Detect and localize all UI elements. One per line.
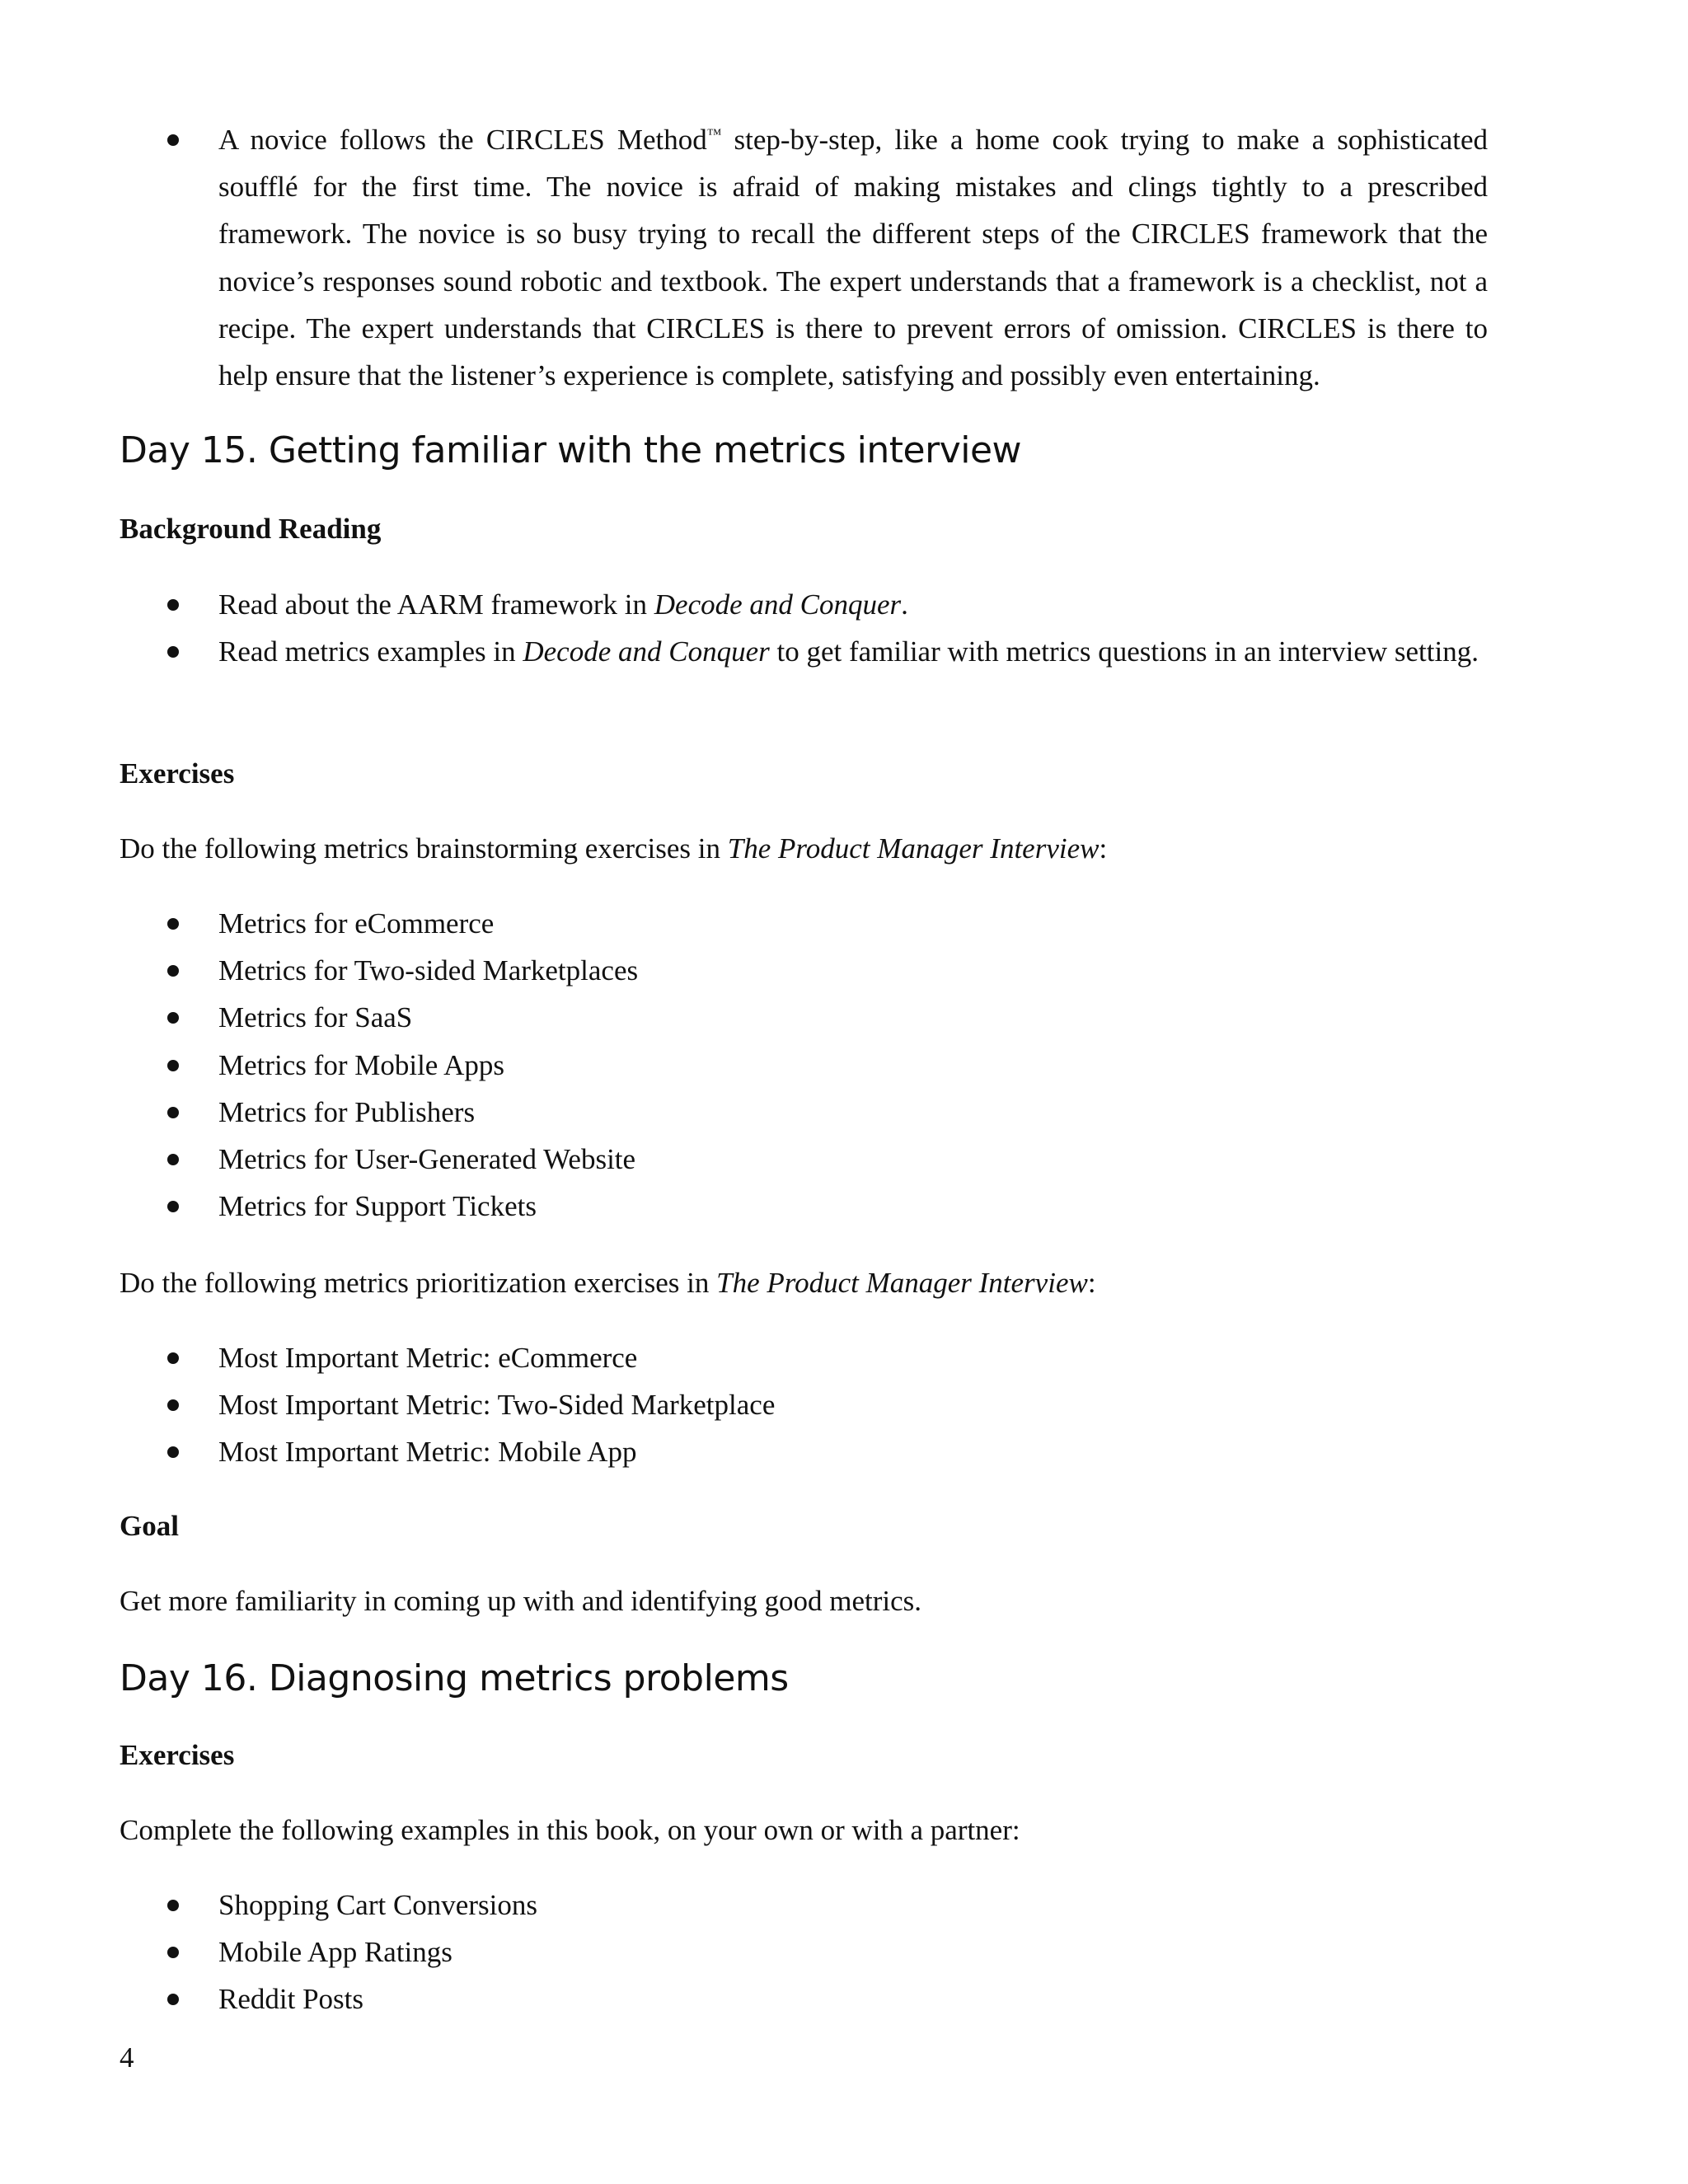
bullet-icon	[167, 1994, 179, 2005]
list-item: Most Important Metric: Two-Sided Marketplace	[120, 1381, 1488, 1428]
exercises-label-day16: Exercises	[120, 1739, 235, 1771]
bullet-icon	[167, 1446, 179, 1458]
bullet-icon	[167, 1399, 179, 1411]
bullet-icon	[167, 1352, 179, 1364]
bullet-icon	[167, 1900, 179, 1911]
goal-text: Get more familiarity in coming up with and identifying good metrics.	[120, 1585, 921, 1617]
list-item: Metrics for Mobile Apps	[120, 1042, 1488, 1089]
page-number: 4	[120, 2041, 134, 2074]
list-item: Most Important Metric: eCommerce	[120, 1334, 1488, 1381]
bullet-icon	[167, 1947, 179, 1958]
bullet-icon	[167, 1060, 179, 1071]
list-item: Metrics for User-Generated Website	[120, 1136, 1488, 1183]
intro-bullet-list	[120, 116, 1488, 399]
trademark-symbol: ™	[706, 125, 722, 143]
bullet-icon	[167, 134, 179, 146]
list-item: Metrics for Publishers	[120, 1089, 1488, 1136]
list-item: A novice follows the CIRCLES Method™ step-by-step, like a home cook trying to make a sophisticated soufflé for the first time. The novice is afraid of making mistakes and clings tightly to a prescribed framework. The novice is so busy trying to recall the different steps of the CIRCLES framework that the novice’s responses sound robotic and textbook. The expert understands that a framework is a checklist, not a recipe. The expert understands that CIRCLES is there to prevent errors of omission. CIRCLES is there to help ensure that the listener’s experience is complete, satisfying and possibly even entertaining.	[120, 116, 1488, 399]
bullet-icon	[167, 646, 179, 658]
bullet-icon	[167, 918, 179, 930]
bullet-icon	[167, 1154, 179, 1165]
list-item: Metrics for SaaS	[120, 994, 1488, 1041]
day16-examples-list	[120, 1882, 1488, 2023]
bullet-icon	[167, 1012, 179, 1024]
prioritization-list	[120, 1334, 1488, 1476]
section-heading-day15: Day 15. Getting familiar with the metrics interview	[120, 429, 1022, 471]
list-item: Read about the AARM framework in Decode and Conquer.	[120, 581, 1488, 628]
bullet-icon	[167, 1107, 179, 1118]
day16-intro: Complete the following examples in this book, on your own or with a partner:	[120, 1814, 1020, 1846]
goal-label: Goal	[120, 1510, 179, 1542]
list-item: Most Important Metric: Mobile App	[120, 1428, 1488, 1475]
section-heading-day16: Day 16. Diagnosing metrics problems	[120, 1657, 789, 1699]
bullet-icon	[167, 1201, 179, 1212]
list-item: Metrics for Two-sided Marketplaces	[120, 947, 1488, 994]
brainstorm-list	[120, 900, 1488, 1230]
list-item: Shopping Cart Conversions	[120, 1882, 1488, 1929]
list-item: Reddit Posts	[120, 1975, 1488, 2022]
background-reading-list	[120, 581, 1488, 675]
list-item: Metrics for eCommerce	[120, 900, 1488, 947]
list-item: Metrics for Support Tickets	[120, 1183, 1488, 1230]
list-item: Mobile App Ratings	[120, 1929, 1488, 1975]
prioritization-intro: Do the following metrics prioritization exercises in The Product Manager Interview:	[120, 1267, 1096, 1299]
exercises-label-day15: Exercises	[120, 757, 235, 790]
brainstorm-intro: Do the following metrics brainstorming exercises in The Product Manager Interview:	[120, 832, 1108, 865]
bullet-icon	[167, 599, 179, 611]
bullet-icon	[167, 965, 179, 977]
background-reading-label: Background Reading	[120, 513, 382, 545]
list-item: Read metrics examples in Decode and Conquer to get familiar with metrics questions in an interview setting.	[120, 628, 1488, 675]
